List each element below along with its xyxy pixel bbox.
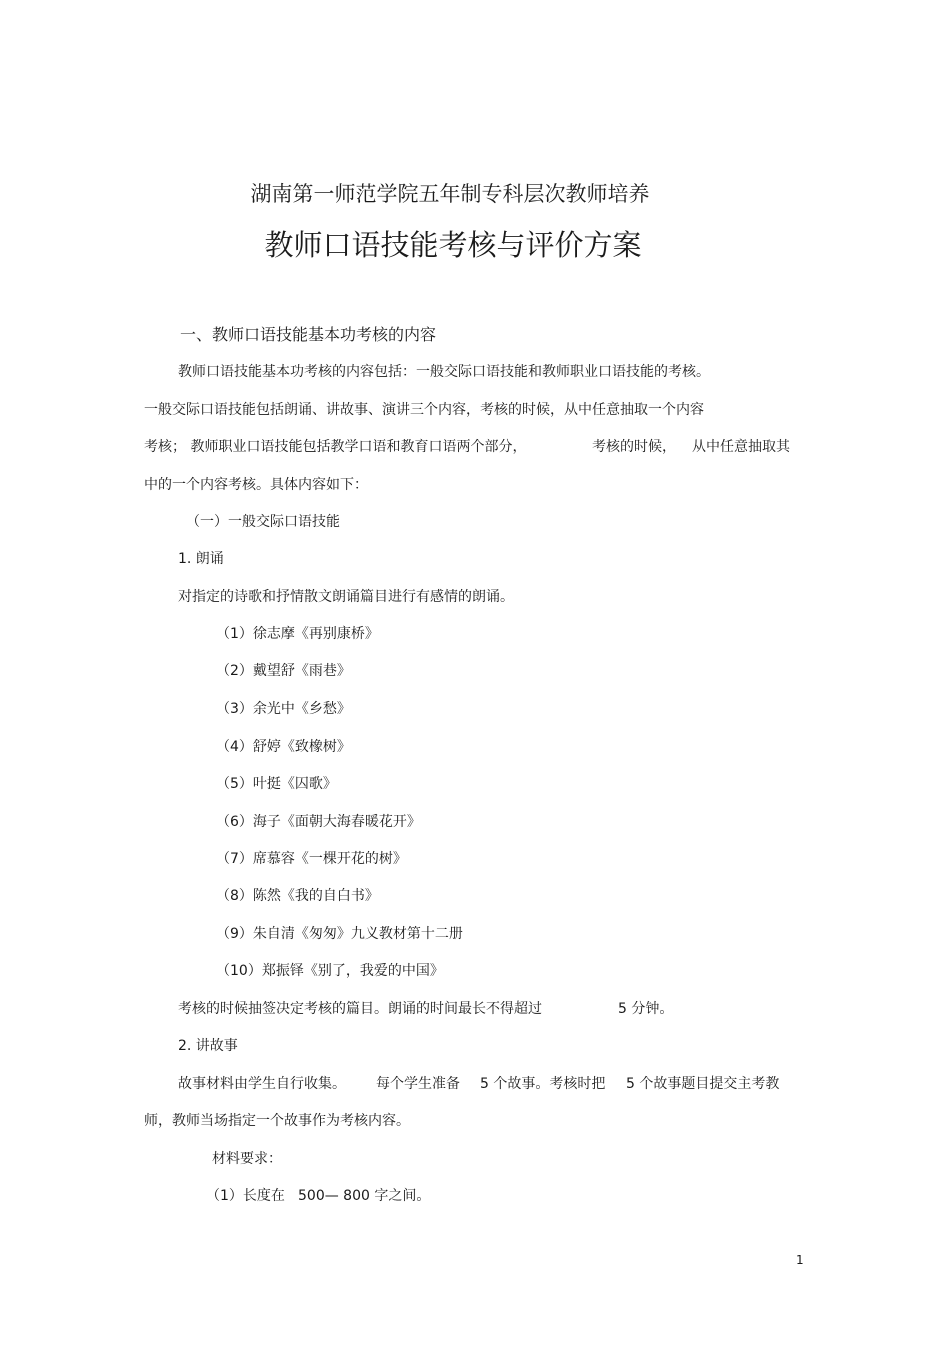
document-title: 教师口语技能考核与评价方案 [264, 228, 642, 262]
list-item: （9）朱自清《匆匆》九义教材第十二册 [216, 926, 463, 942]
recite-rule: 考核的时候抽签决定考核的篇目。朗诵的时间最长不得超过 [178, 1001, 542, 1017]
intro-paragraph-line: 考核； 教师职业口语技能包括教学口语和教育口语两个部分， [144, 439, 527, 455]
materials-item: （1）长度在 [206, 1188, 285, 1204]
intro-paragraph-line: 考核的时候， [592, 439, 676, 455]
item-heading: 1. 朗诵 [178, 551, 224, 567]
story-paragraph-line: 师，教师当场指定一个故事作为考核内容。 [144, 1113, 410, 1129]
recite-rule: 5 分钟。 [618, 1001, 674, 1017]
story-paragraph-line: 每个学生准备 [376, 1076, 460, 1092]
item-description: 对指定的诗歌和抒情散文朗诵篇目进行有感情的朗诵。 [178, 589, 514, 605]
materials-item: 500— 800 字之间。 [298, 1188, 431, 1204]
item-heading: 2. 讲故事 [178, 1038, 238, 1054]
page-number: 1 [796, 1253, 804, 1267]
list-item: （10）郑振铎《别了，我爱的中国》 [216, 963, 444, 979]
story-paragraph-line: 5 个故事。考核时把 [480, 1076, 606, 1092]
materials-label: 材料要求： [212, 1151, 282, 1167]
document-subtitle: 湖南第一师范学院五年制专科层次教师培养 [250, 182, 650, 206]
list-item: （1）徐志摩《再别康桥》 [216, 626, 379, 642]
list-item: （7）席慕容《一棵开花的树》 [216, 851, 407, 867]
intro-paragraph-line: 从中任意抽取其 [692, 439, 790, 455]
list-item: （6）海子《面朝大海春暖花开》 [216, 814, 421, 830]
story-paragraph-line: 故事材料由学生自行收集。 [178, 1076, 346, 1092]
section-heading: 一、教师口语技能基本功考核的内容 [180, 325, 437, 344]
intro-paragraph-line: 教师口语技能基本功考核的内容包括：一般交际口语技能和教师职业口语技能的考核。 [178, 364, 710, 380]
list-item: （3）余光中《乡愁》 [216, 701, 351, 717]
list-item: （4）舒婷《致橡树》 [216, 739, 351, 755]
list-item: （8）陈然《我的自白书》 [216, 888, 379, 904]
subsection-heading: （一）一般交际口语技能 [186, 514, 340, 530]
intro-paragraph-line: 一般交际口语技能包括朗诵、讲故事、演讲三个内容，考核的时候，从中任意抽取一个内容 [144, 402, 704, 418]
list-item: （5）叶挺《囚歌》 [216, 776, 337, 792]
intro-paragraph-line: 中的一个内容考核。具体内容如下： [144, 477, 368, 493]
list-item: （2）戴望舒《雨巷》 [216, 663, 351, 679]
story-paragraph-line: 5 个故事题目提交主考教 [626, 1076, 780, 1092]
